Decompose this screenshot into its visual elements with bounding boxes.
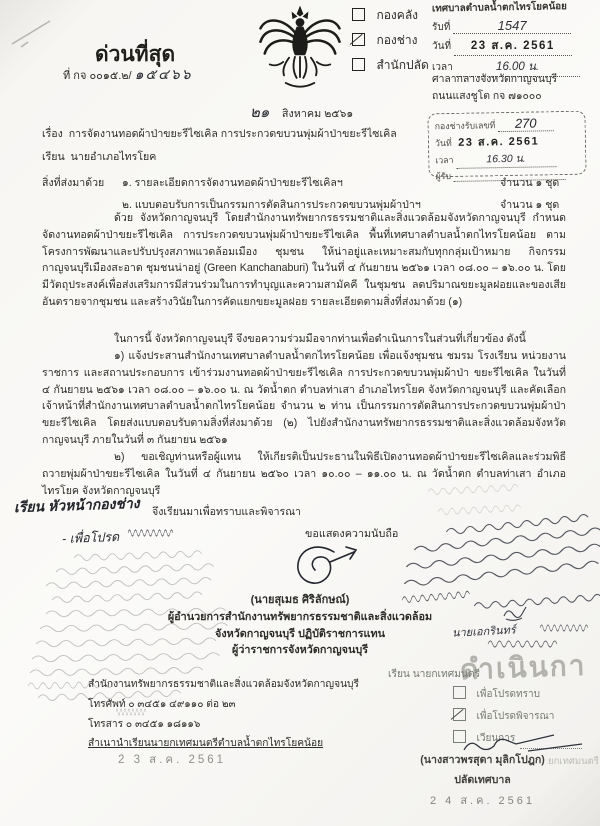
ref-line (63, 66, 193, 85)
body-item-2: ๒) ขอเชิญท่านหรือผู้แทน ให้เกียรติเป็นประธานในพิธีเปิดงานทอดผ้าป่าขยะรีไซเคิลและร่วมพิธี ถวายพุ่มผ้าป่าขยะรีไซเคิล ในวันที่ ๔ กันยายน ๒๕๖๐ เวลา ๑๐.๐๐ – ๑๑.๐๐ น. ณ วัดน้ำตก ตำบลท่าเสา อำเภอไทรโยค จังหวัดกาญจนบุรี (42, 451, 566, 497)
closing-line: จึงเรียนมาเพื่อทราบและพิจารณา (152, 506, 302, 518)
date-printed: สิงหาคม ๒๕๖๑ (281, 108, 354, 120)
attachment-item: ๑. รายละเอียดการจัดงานทอดผ้าป่าขยะรีไซเคิลฯ (122, 177, 343, 189)
clerk-option-acknowledge (453, 686, 540, 704)
signer-title-3: ผู้ว่าราชการจังหวัดกาญจนบุรี (232, 644, 368, 657)
clerk-name-block (375, 751, 590, 809)
handwritten-for-action: - เพื่อโปรด (61, 530, 120, 546)
div-stamp-no-label: กองช่างรับเลขที่ (434, 120, 496, 132)
footer-office: สำนักงานทรัพยากรธรรมชาติและสิ่งแวดล้อมจังหวัดกาญจนบุรี (88, 679, 359, 690)
clerk-option-label: เพื่อโปรดพิจารณา (476, 711, 555, 722)
urgency-label: ด่วนที่สุด (95, 43, 176, 66)
ref-number-handwritten: ๑๕๔๖๖ (134, 66, 193, 82)
checkbox-icon (352, 58, 365, 71)
div-stamp-no-line (498, 115, 554, 132)
signer-title-1: ผู้อำนวยการสำนักงานทรัพยากรธรรมชาติและสิ่งแวดล้อม (167, 610, 433, 623)
stamp-no-label: รับที่ (432, 22, 451, 33)
copy-date-stamp: 2 3 ส.ค. 2561 (118, 754, 227, 766)
salutation: ขอแสดงความนับถือ (305, 528, 399, 540)
clerk-to-line: เรียน นายกเทศมนตรี (388, 669, 480, 680)
date-day-handwritten: ๒๑ (250, 104, 270, 121)
pen-note-lines (394, 518, 600, 636)
stamp-time-label: เวลา (432, 62, 453, 73)
body-item-1: ๑) แจ้งประสานสำนักงานเทศบาลตำบลน้ำตกไทรโยคน้อย เพื่อแจ้งชุมชน ชมรม โรงเรียน หน่วยงานราชการ และสถานประกอบการ เข้าร่วมงานทอดผ้าป่าขยะรีไซเคิล การประกวดขบวนพุ่มผ้าป่า ขยะรีไซเคิล ในวันที่ ๔ กันยายน ๒๕๖๑ เวลา ๐๘.๐๐ – ๑๖.๐๐ น. ณ วัดน้ำตก ตำบลท่าเสา อำเภอไทรโยค จังหวัดกาญจนบุรี และคัดเลือกเจ้าหน้าที่สำนักงานเทศบาลตำบลน้ำตกไทรโยคน้อย จำนวน ๒ ท่าน เป็นกรรมการตัดสินการประกวดขบวนพุ่มผ้าป่าขยะรีไซเคิล โดยส่งแบบตอบรับตามสิ่งที่ส่งมาด้วย (๒) ไปยังสำนักงานทรัพยากรธรรมชาติและสิ่งแวดล้อมจังหวัดกาญจนบุรี ภายในวันที่ ๓ กันยายน ๒๕๖๑ (42, 350, 566, 446)
garuda-emblem-icon (258, 4, 342, 98)
sender-address-line1: ศาลากลางจังหวัดกาญจนบุรี (432, 74, 558, 85)
routing-label: กองคลัง (376, 8, 419, 22)
receive-stamp-engineering-division (427, 111, 586, 182)
clerk-title: ปลัดเทศบาล (454, 774, 511, 786)
subject-text: การจัดงานทอดผ้าป่าขยะรีไซเคิล การประกวดขบวนพุ่มผ้าป่าขยะรีไซเคิล (68, 128, 397, 140)
stamp-date-label: วันที่ (432, 41, 452, 52)
attachment-item: ๒. แบบตอบรับการเป็นกรรมการตัดสินการประกวดขบวนพุ่มผ้าป่าฯ (122, 199, 421, 211)
ref-prefix: ที่ กจ ๐๐๑๕.๒/ (63, 70, 132, 82)
div-receive-number-handwritten: 270 (514, 115, 537, 131)
div-date-stamp: 23 ส.ค. 2561 (458, 135, 540, 149)
handwritten-name-right: นายเอกรินทร์ (451, 624, 517, 640)
signer-title-2: จังหวัดกาญจนบุรี ปฏิบัติราชการแทน (215, 627, 385, 640)
letter-date (250, 100, 353, 124)
to-label: เรียน (42, 151, 65, 163)
div-stamp-date-label: วันที่ (434, 137, 452, 149)
stamp-date-row (432, 37, 598, 56)
sender-address-line2: ถนนแสงชูโต กจ ๗๑๐๐๐ (432, 91, 542, 102)
subject-label: เรื่อง (42, 128, 63, 140)
pencil-mark (8, 14, 78, 54)
receive-number-handwritten: 1547 (497, 18, 527, 33)
stamp-receive-no-row (432, 18, 598, 35)
routing-checkbox-clerk-office (352, 58, 429, 76)
clerk-date-stamp: 2 4 ส.ค. 2561 (429, 795, 536, 807)
footer-fax: โทรสาร ๐ ๓๔๕๑ ๑๘๑๑๖ (88, 719, 201, 730)
attachment-qty: จำนวน ๑ ชุด (500, 177, 560, 189)
div-time-handwritten: 16.30 น. (486, 152, 526, 166)
receive-stamp-municipality (432, 0, 598, 77)
to-line (42, 149, 156, 166)
attachment-qty: จำนวน ๑ ชุด (500, 199, 560, 211)
div-stamp-time-line (456, 149, 556, 169)
routing-label: กองช่าง (376, 33, 418, 47)
handwritten-to-division: เรียน หัวหน้ากองช่าง (13, 494, 140, 516)
clerk-option-label: เวียนการ (476, 733, 516, 744)
footer-phone: โทรศัพท์ ๐ ๓๔๕๑ ๔๙๑๑๐ ต่อ ๒๓ (88, 699, 236, 710)
div-stamp-time-label: เวลา (435, 154, 454, 166)
stamp-org-name: เทศบาลตำบลน้ำตกไทรโยคน้อย (431, 1, 567, 15)
checkbox-icon (352, 8, 365, 21)
routing-label: สำนักปลัด (376, 58, 429, 72)
signature (288, 540, 384, 594)
div-stamp-recv-label: ผู้รับ (435, 170, 452, 182)
date-stamp: 23 ส.ค. 2561 (470, 40, 555, 52)
handwritten-scrawl (128, 529, 174, 543)
footer-copy-note: สำเนานำเรียนนายกเทศมนตรีตำบลน้ำตกไทรโยคน้อย (88, 738, 324, 749)
routing-checkbox-engineering (352, 33, 418, 51)
handwritten-surname-scrawl (540, 624, 590, 638)
ghost-print: ยกเทศมนตรี (548, 756, 599, 767)
body-paragraph-2-intro: ในการนี้ จังหวัดกาญจนบุรี จึงขอความร่วมมือจากท่านเพื่อดำเนินการในส่วนที่เกี่ยวข้อง ดังนี้ (114, 333, 526, 345)
small-scrawl-near-fax (116, 708, 150, 722)
checkbox-icon (453, 686, 466, 699)
stamp-no-value-line (453, 18, 571, 34)
subject-line (42, 126, 397, 143)
to-text: นายอำเภอไทรโยค (70, 151, 157, 163)
clerk-name: (นางสาวพรสุดา มุลิกโปฎก) (420, 754, 545, 766)
routing-checkbox-finance (352, 8, 418, 26)
stamp-date-line (454, 37, 572, 56)
clerk-option-consider (453, 708, 554, 726)
attachments-label: สิ่งที่ส่งมาด้วย (42, 177, 105, 189)
body-paragraph-1: ด้วย จังหวัดกาญจนบุรี โดยสำนักงานทรัพยากรธรรมชาติและสิ่งแวดล้อมจังหวัดกาญจนบุรี กำหนดจัดงานทอดผ้าป่าขยะรีไซเคิล การประกวดขบวนพุ่มผ้าป่าขยะรีไซเคิล พื้นที่เทศบาลตำบลน้ำตกไทรโยคน้อย ตามโครงการพัฒนาและปรับปรุงสภาพแวดล้อมเมือง ชุมชน ให้น่าอยู่และเหมาะสมกับทุกกลุ่มเป้าหมาย กิจกรรมกาญจนบุรีเมืองสะอาด ชุมชนน่าอยู่ (Green Kanchanaburi) ในวันที่ ๔ กันยายน ๒๕๖๑ เวลา ๐๘.๐๐ – ๑๖.๐๐ น. โดยมีวัตถุประสงค์เพื่อส่งเสริมการมีส่วนร่วมในการทำบุญและความสามัคคี ในชุมชน ลดปริมาณขยะมูลฝอยและของเสียอันตรายจากชุมชน และสร้างวินัยในการคัดแยกขยะมูลฝอย รายละเอียดตามสิ่งที่ส่งมาด้วย (๑) (42, 212, 566, 308)
clerk-option-label: เพื่อโปรดทราบ (476, 689, 540, 700)
time-handwritten: 16.00 น. (496, 61, 540, 73)
signer-name: (นายสุเมธ ศิริลักษณ์) (250, 594, 350, 606)
action-stamp: ดำเนินกา (459, 649, 587, 686)
